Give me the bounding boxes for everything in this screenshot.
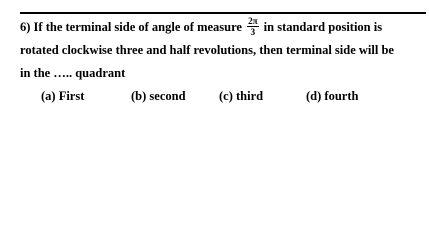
question-line-1	[20, 16, 428, 39]
question-text-start: If the terminal side of angle of measure	[33, 20, 242, 34]
option-d[interactable]: (d) fourth	[306, 89, 359, 103]
top-rule	[20, 12, 426, 14]
question-text-end: in standard position is	[263, 20, 383, 34]
option-c[interactable]: (c) third	[219, 89, 264, 103]
question-block	[20, 16, 428, 85]
question-line-3: in the ….. quadrant	[20, 66, 126, 80]
question-number: 6)	[20, 20, 31, 34]
angle-fraction	[247, 16, 258, 37]
option-a[interactable]: (a) First	[41, 89, 85, 103]
answer-options	[0, 86, 429, 106]
question-line-2: rotated clockwise three and half revolutions, then terminal side will be	[20, 43, 394, 57]
option-b[interactable]: (b) second	[131, 89, 186, 103]
fraction-denominator: 3	[250, 26, 256, 37]
fraction-numerator: 2π	[248, 15, 258, 26]
